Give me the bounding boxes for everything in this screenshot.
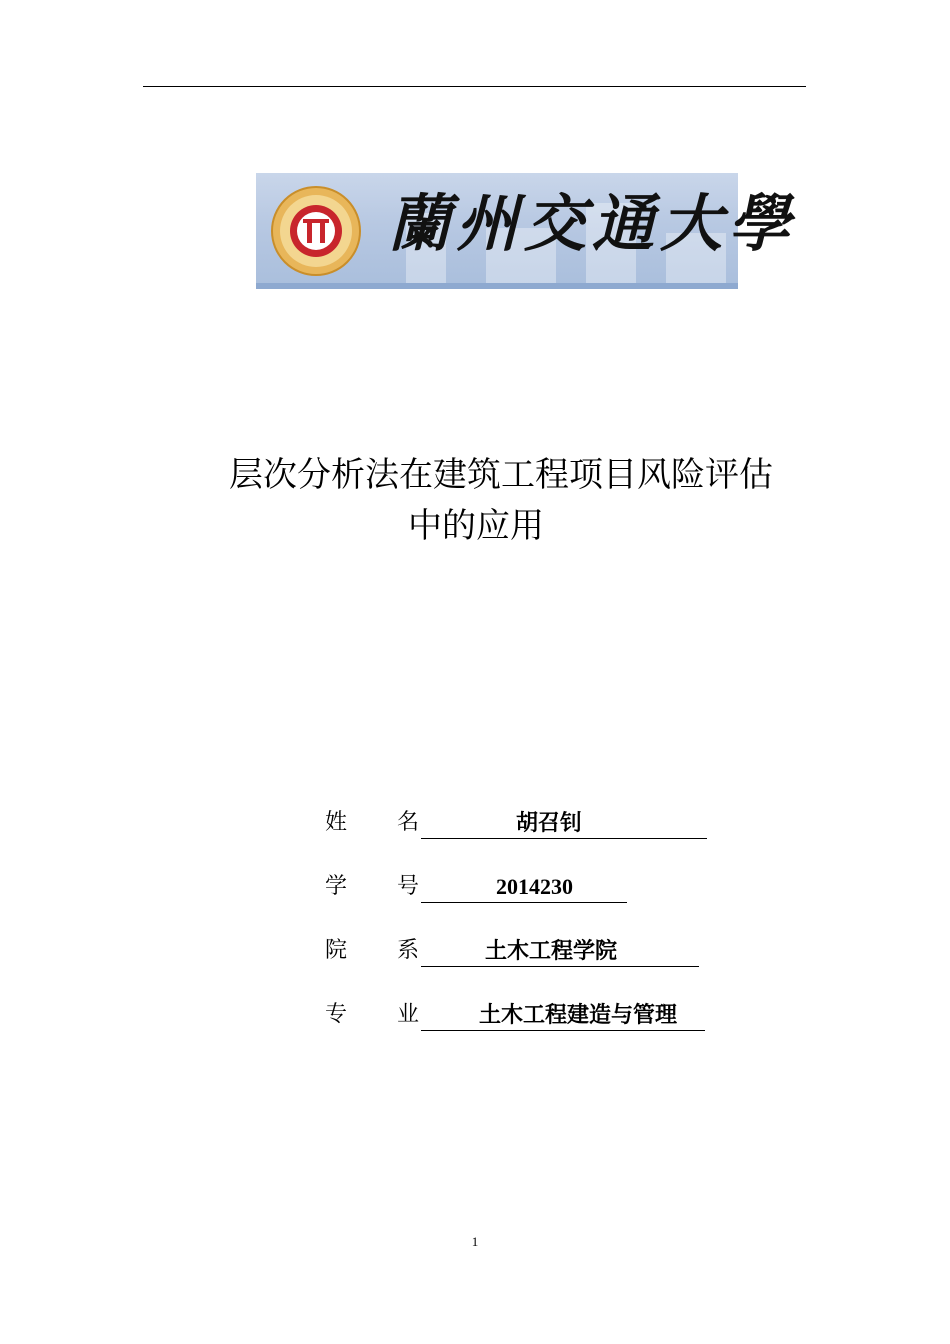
field-label-char: 号	[397, 874, 420, 899]
field-label-char: 姓	[325, 810, 348, 835]
university-banner	[256, 173, 797, 289]
page-number: 1	[471, 1234, 479, 1249]
field-value: 2014230	[496, 874, 573, 899]
field-label-char: 学	[325, 874, 348, 899]
field-value-line	[421, 812, 707, 839]
field-label-char: 业	[397, 1002, 420, 1027]
header-rule	[143, 86, 806, 87]
thesis-title-line-2: 中的应用	[408, 506, 544, 546]
banner-stripe	[256, 283, 738, 289]
thesis-title-line-1: 层次分析法在建筑工程项目风险评估	[229, 455, 773, 495]
field-label-char: 系	[397, 938, 420, 963]
university-seal-icon	[270, 185, 362, 277]
field-value: 土木工程学院	[485, 938, 618, 963]
field-value-line	[421, 876, 627, 903]
university-name: 蘭州交通大學	[388, 187, 797, 260]
field-value-line	[421, 1004, 705, 1031]
field-label-char: 专	[325, 1002, 348, 1027]
field-value: 胡召钊	[516, 810, 583, 835]
field-label-char: 院	[325, 938, 348, 963]
field-label-char: 名	[397, 810, 420, 835]
field-value: 土木工程建造与管理	[479, 1002, 678, 1027]
field-value-line	[421, 940, 699, 967]
